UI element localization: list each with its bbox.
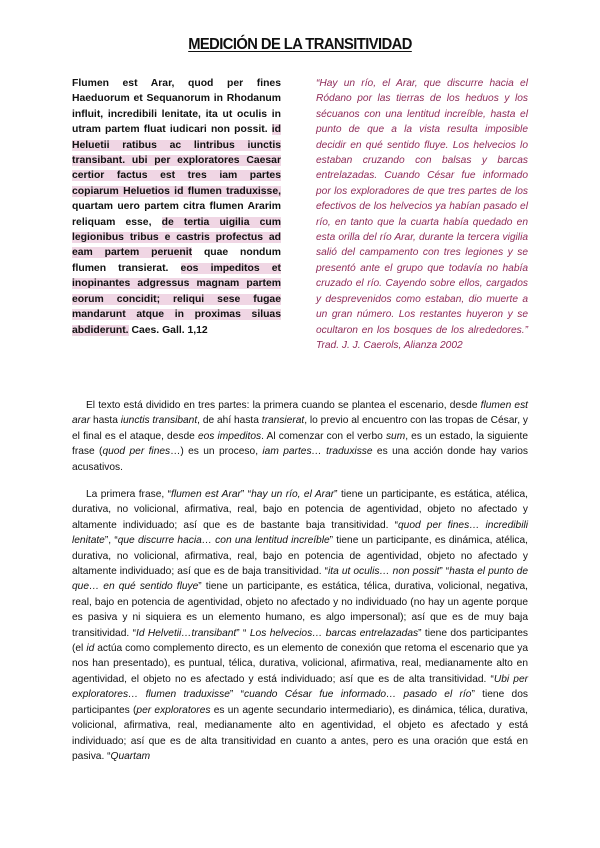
text-run: ” tiene un participante, es dinámica, atélica, durativa, no volicional, afirmativa, real, bajo en potencia de agentividad, objeto no afectado y altamente individuado; así que es de baja transitividad. “ bbox=[72, 535, 528, 578]
text-run: ” tiene dos participantes (el bbox=[72, 627, 528, 655]
latin-highlight-3: eos impeditos et inopinantes adgressus magnam partem eorum concidit; reliqui sese fugae mandarunt atque in proximas siluas abdiderunt. bbox=[72, 262, 281, 336]
text-run: La primera frase, “ bbox=[86, 489, 172, 500]
text-run: ” tiene un participante, es estática, télica, durativa, volicional, negativa, real, bajo en potencia de agentividad, objeto no afectado y no individuado (no hay un agente porque es pasiva y ni siquiera es un elemento humano, es algo impersonal); así que es de muy baja transitividad. “ bbox=[72, 581, 528, 639]
latin-reference: Caes. Gall. 1,12 bbox=[131, 324, 208, 336]
text-run: ”, “ bbox=[104, 535, 118, 547]
latin-highlight-1: id Heluetii ratibus ac lintribus iunctis transibant. ubi per exploratores Caesar certior factus est tres iam partes copiarum Heluetios id flumen traduxisse, bbox=[72, 124, 281, 197]
latin-quote: iunctis transibant bbox=[120, 415, 198, 427]
latin-quote: transierat bbox=[261, 415, 305, 427]
text-run: hasta bbox=[90, 415, 121, 427]
latin-highlight-2: de tertia uigilia cum legionibus tribus e castris profectus ad eam partem peruenit bbox=[72, 216, 281, 259]
text-run: …) es un proceso, bbox=[170, 446, 263, 458]
text-run: es un agente secundario intermediario), es dinámica, télica, durativa, volicional, afirmativa, real, medianamente alto en agentividad, el objeto es afectado y está individuado; así que es de alta transitividad en cuanto a antes, pero es una oración que está en pasiva. “ bbox=[72, 704, 528, 762]
paragraph-2 bbox=[72, 487, 528, 764]
spanish-translation: “Hay un río, el Arar, que discurre hacia el Ródano por las tierras de los heduos y los sécuanos con una lentitud increíble, hasta el punto de que a la vista resulta imposible decidir en qué sentido fluye. Los helvecios lo estaban cruzando con balsas y barcas entrelazadas. Cuando César fue informado por los exploradores de que tres partes de los efectivos de los helvecios ya habían pasado el río, en tanto que la cuarta había quedado en esta orilla del río Arar, durante la tercera vigilia salió del campamento con tres legiones y se presentó ante el grupo que todavía no había cruzado el río. Cayendo sobre ellos, cargados y desprevenidos como estaban, dio muerte a un gran número. Los restantes huyeron y se ocultaron en los bosques de los alrededores.” Trad. J. J. Caerols, Alianza 2002 bbox=[316, 78, 528, 351]
latin-quote: ita ut oculis… non possit bbox=[328, 566, 440, 578]
latin-source-text bbox=[72, 76, 281, 338]
latin-quote: quod per fines bbox=[102, 446, 171, 458]
spanish-quote: hasta el punto de que… en qué sentido fluye bbox=[72, 566, 528, 593]
text-run: ” “ bbox=[236, 627, 250, 639]
latin-quote: per exploratores bbox=[136, 704, 211, 716]
text-run: ” “ bbox=[439, 566, 450, 578]
spanish-quote: Los helvecios… barcas entrelazadas bbox=[249, 627, 419, 639]
latin-quote: sum bbox=[385, 430, 406, 442]
latin-quote: iam partes… traduxisse bbox=[262, 446, 373, 458]
latin-quote: Quartam bbox=[110, 750, 151, 762]
text-run: . Al comenzar con el verbo bbox=[261, 430, 386, 442]
latin-quote: flumen est arar bbox=[72, 400, 528, 427]
text-run: El texto está dividido en tres partes: la primera cuando se plantea el escenario, desde bbox=[86, 400, 481, 411]
text-run: es una acción donde hay varios acusativos. bbox=[72, 446, 528, 473]
latin-sentence-3: quartam uero partem citra flumen Ararim reliquam esse, bbox=[72, 201, 281, 228]
text-run: ” tiene dos participantes ( bbox=[72, 689, 528, 716]
page-title: MEDICIÓN DE LA TRANSITIVIDAD bbox=[188, 36, 412, 53]
spanish-quote: cuando César fue informado… pasado el río bbox=[244, 689, 472, 701]
latin-quote: quod per fines… incredibili lenitate bbox=[72, 519, 528, 547]
latin-quote: Ubi per exploratores… flumen traduxisse bbox=[72, 673, 528, 701]
text-run: , de ahí hasta bbox=[197, 415, 262, 427]
text-run: , es un estado, la siguiente frase ( bbox=[72, 430, 528, 458]
latin-sentence-1: Flumen est Arar, quod per fines Haeduorum et Sequanorum in Rhodanum influit, incredibili lenitate, ita ut oculis in utram partem fluat iudicari non possit. bbox=[72, 78, 281, 136]
spanish-quote: hay un río, el Arar bbox=[251, 489, 335, 500]
text-run: ” “ bbox=[240, 489, 252, 500]
paragraph-1 bbox=[72, 398, 528, 475]
latin-sentence-5: quae nondum flumen transierat. bbox=[72, 247, 281, 274]
text-run: ” “ bbox=[229, 689, 245, 701]
text-run: actúa como complemento directo, es un elemento de conexión que retoma el escenario que ya nos han presentado), es puntual, télica, durativa, volicional, afirmativa, real, medianamente alto en agentividad, el objeto no es afectado y está individuado; así que es de alta transitividad. “ bbox=[72, 643, 529, 685]
latin-quote: Id Helvetii…transibant bbox=[136, 627, 237, 639]
text-run: ” tiene un participante, es estática, atélica, durativa, no volicional, afirmativa, real, bajo en potencia de agentividad, objeto no afectado y altamente individuado; así que es de bastante baja transitividad. “ bbox=[72, 489, 528, 531]
latin-quote: id bbox=[86, 643, 95, 655]
latin-quote: eos impeditos bbox=[197, 430, 262, 442]
latin-quote: flumen est Arar bbox=[171, 489, 241, 500]
spanish-quote: que discurre hacia… con una lentitud increíble bbox=[117, 535, 330, 547]
text-run: , lo previo al encuentro con las tropas de César, y el final es el ataque, desde bbox=[72, 415, 528, 442]
